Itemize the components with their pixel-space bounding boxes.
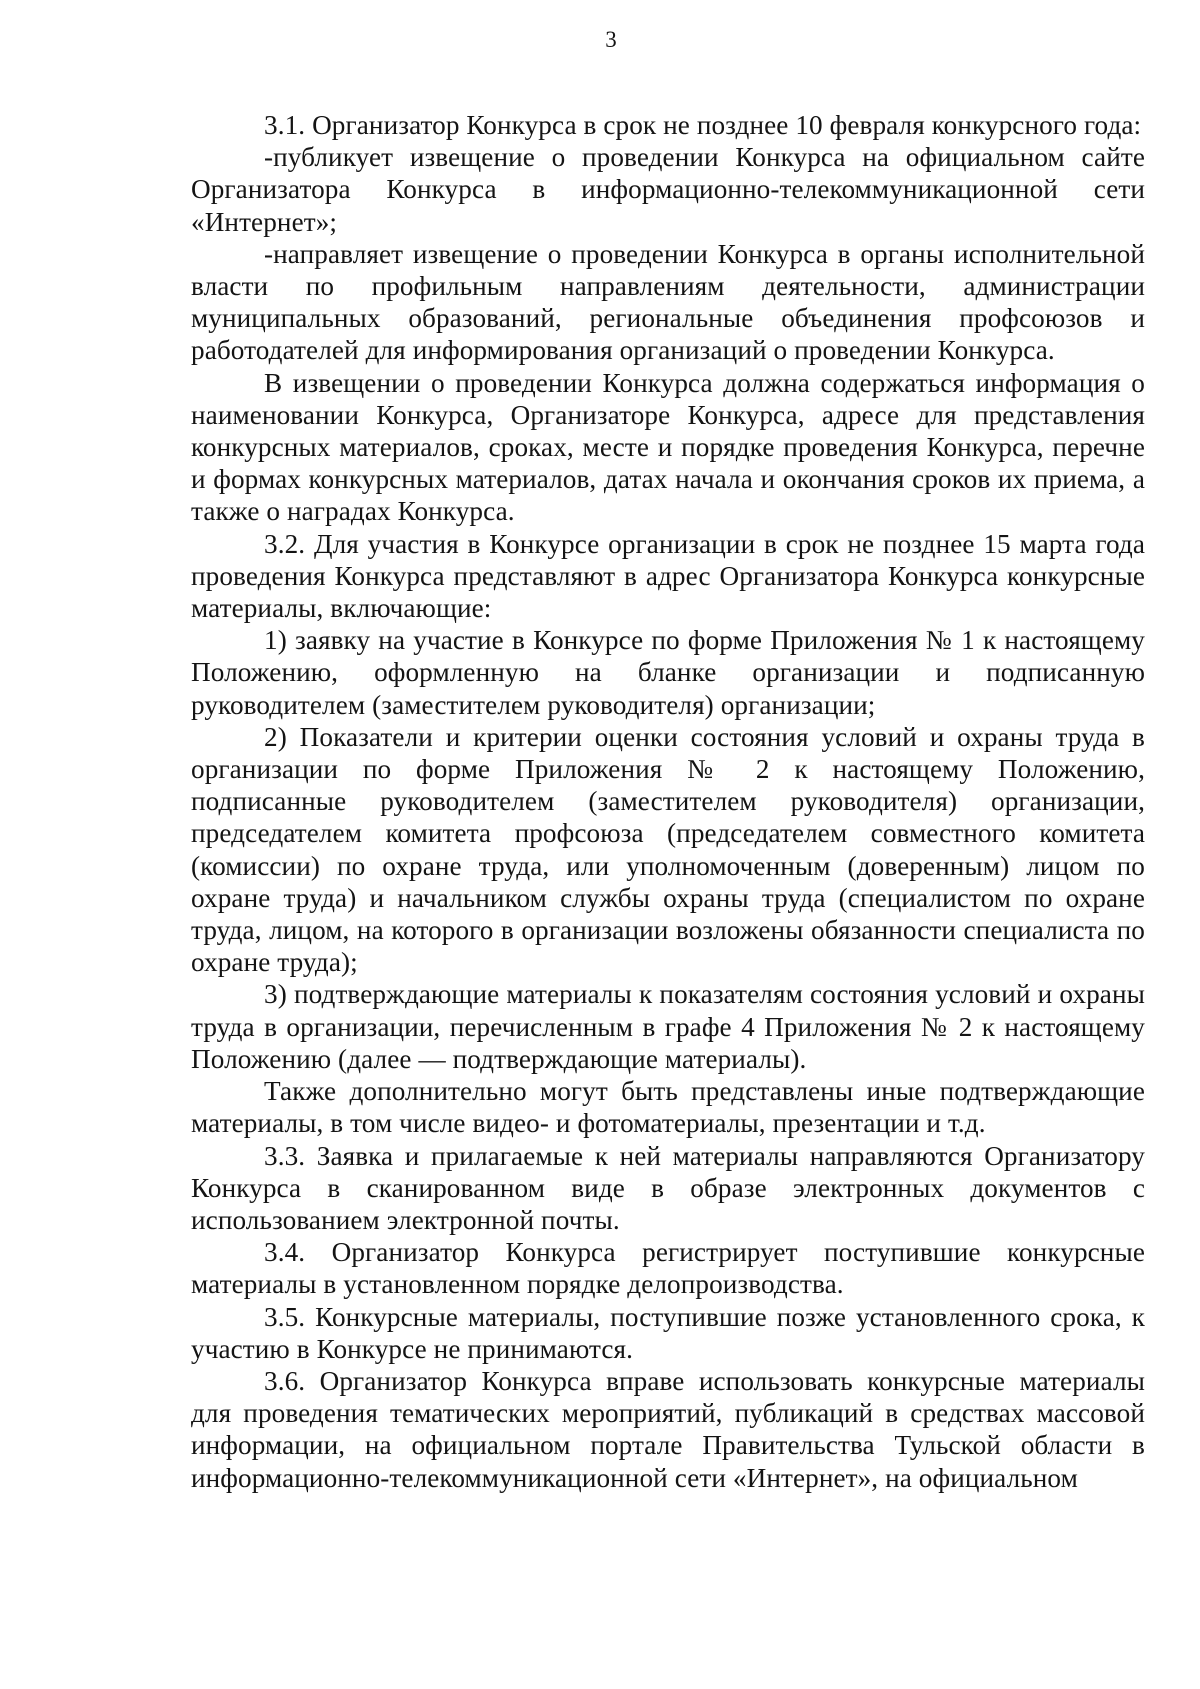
paragraph-3-5: 3.5. Конкурсные материалы, поступившие позже установленного срока, к участию в Конкурсе не принимаются. — [191, 1301, 1145, 1364]
paragraph-3-1: 3.1. Организатор Конкурса в срок не позднее 10 февраля конкурсного года: — [264, 110, 1142, 140]
paragraph-3-2: 3.2. Для участия в Конкурсе организации в срок не позднее 15 марта года проведения Конкурса представляют в адрес Организатора Конкурса конкурсные материалы, включающие: — [191, 528, 1145, 624]
page-number: 3 — [605, 27, 617, 52]
paragraph-list-item-2: 2) Показатели и критерии оценки состояния условий и охраны труда в организации по форме Приложения № 2 к настоящему Положению, подписанные руководителем (заместителем руководителя) организации, председателем комитета профсоюза (председателем совместного комитета (комиссии) по охране труда, или уполномоченным (доверенным) лицом по охране труда) и начальником службы охраны труда (специалистом по охране труда, лицом, на которого в организации возложены обязанности специалиста по охране труда); — [191, 721, 1145, 978]
paragraph-list-item-3: 3) подтверждающие материалы к показателям состояния условий и охраны труда в организации, перечисленным в графе 4 Приложения № 2 к настоящему Положению (далее — подтверждающие материалы). — [191, 979, 1145, 1074]
document-body — [191, 109, 1145, 1494]
paragraph-list-item-1: 1) заявку на участие в Конкурсе по форме Приложения № 1 к настоящему Положению, оформленную на бланке организации и подписанную руководителем (заместителем руководителя) организации; — [191, 625, 1145, 720]
paragraph-additional-materials: Также дополнительно могут быть представлены иные подтверждающие материалы, в том числе видео- и фотоматериалы, презентации и т.д. — [191, 1076, 1145, 1139]
paragraph-3-3: 3.3. Заявка и прилагаемые к ней материалы направляются Организатору Конкурса в сканированном виде в образе электронных документов с использованием электронной почты. — [191, 1140, 1145, 1235]
paragraph-3-6: 3.6. Организатор Конкурса вправе использовать конкурсные материалы для проведения тематических мероприятий, публикаций в средствах массовой информации, на официальном портале Правительства Тульской области в информационно-телекоммуникационной сети «Интернет», на официальном — [191, 1365, 1145, 1493]
paragraph-publishes-notice: -публикует извещение о проведении Конкурса на официальном сайте Организатора Конкурса в информационно-телекоммуникационной сети «Интернет»; — [191, 142, 1145, 237]
paragraph-3-4: 3.4. Организатор Конкурса регистрирует поступившие конкурсные материалы в установленном порядке делопроизводства. — [191, 1237, 1145, 1300]
paragraph-sends-notice: -направляет извещение о проведении Конкурса в органы исполнительной власти по профильным направлениям деятельности, администрации муниципальных образований, региональные объединения профсоюзов и работодателей для информирования организаций о проведении Конкурса. — [191, 238, 1145, 366]
paragraph-notice-contents: В извещении о проведении Конкурса должна содержаться информация о наименовании Конкурса, Организаторе Конкурса, адресе для представления конкурсных материалов, сроках, месте и порядке проведения Конкурса, перечне и формах конкурсных материалов, датах начала и окончания сроков их приема, а также о наградах Конкурса. — [191, 367, 1145, 527]
